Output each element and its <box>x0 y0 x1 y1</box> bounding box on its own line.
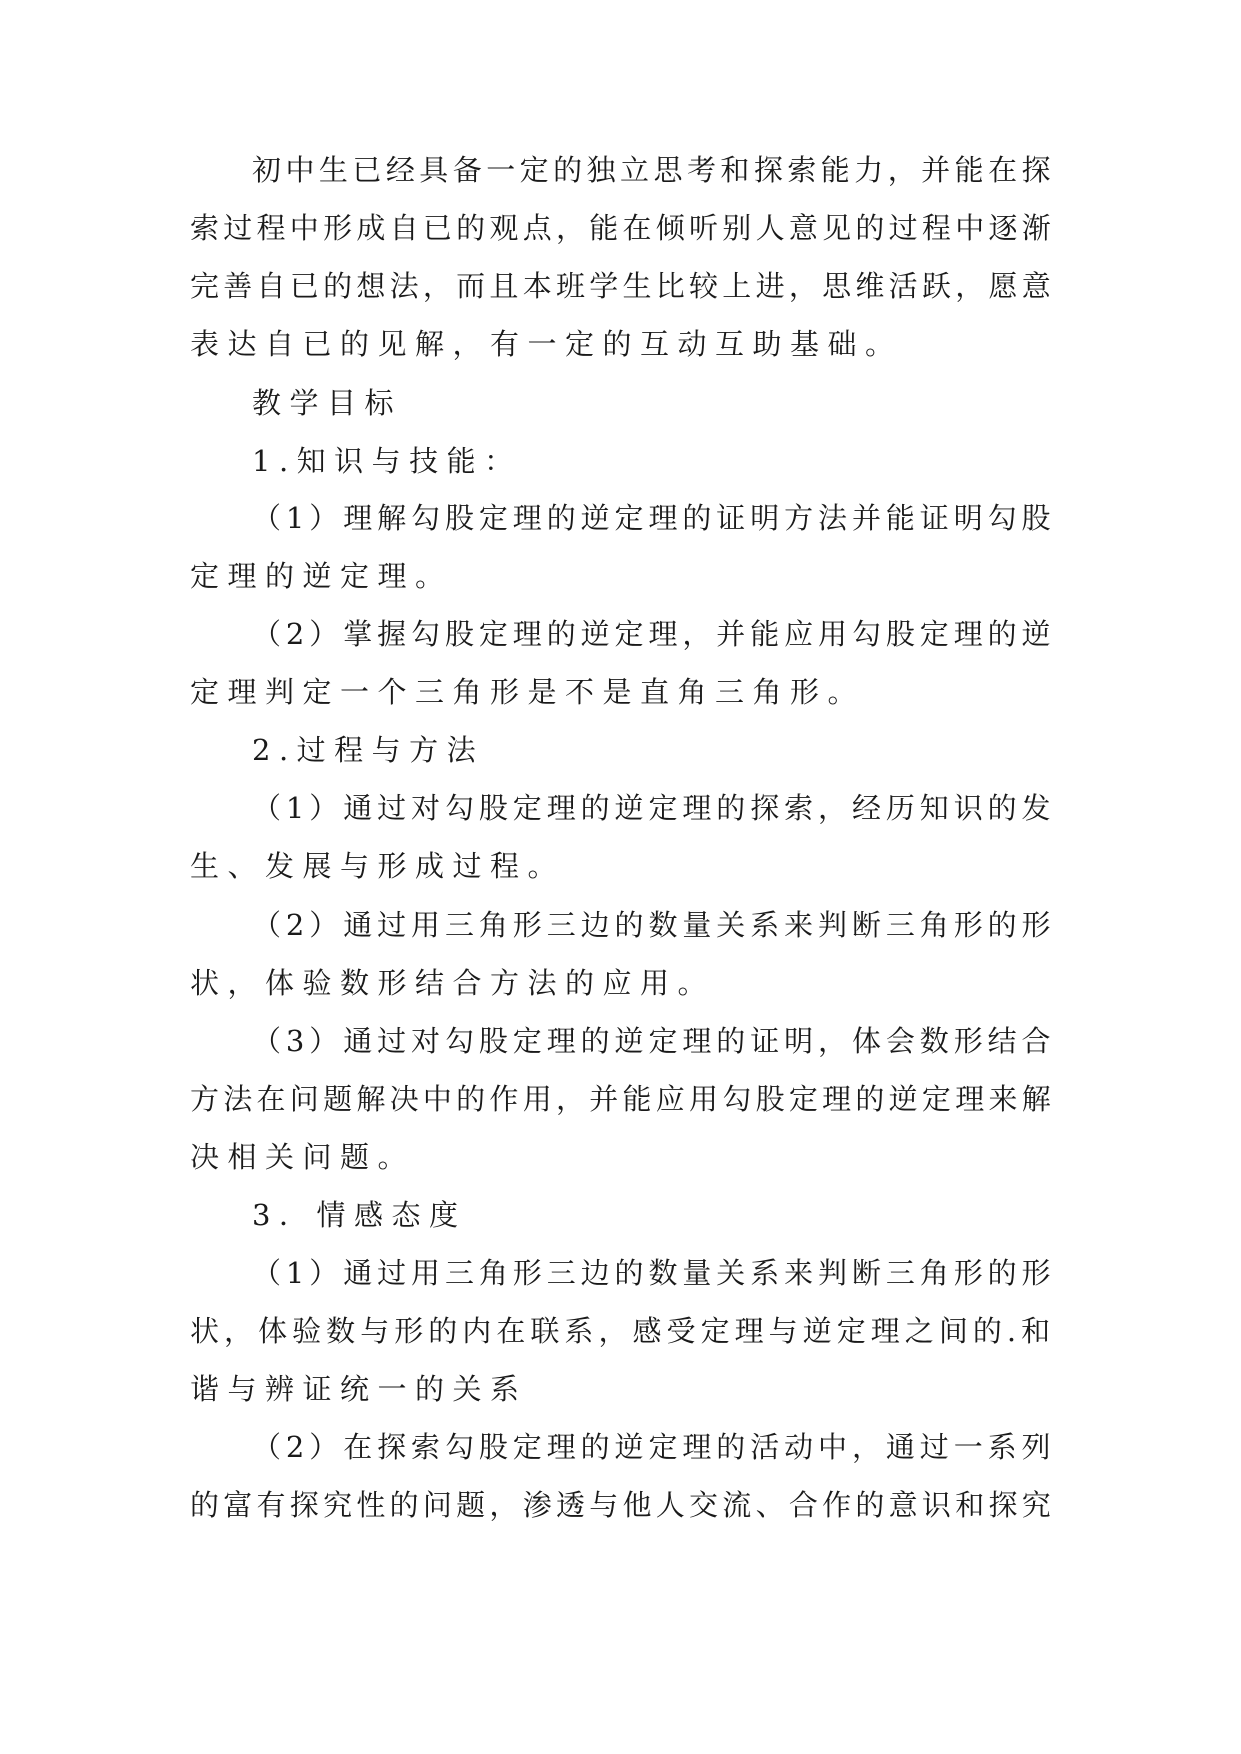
paragraph-line: （2）通过用三角形三边的数量关系来判断三角形的形 <box>252 908 1056 942</box>
paragraph-line: （2）在探索勾股定理的逆定理的活动中，通过一系列 <box>252 1430 1056 1464</box>
paragraph-line: （3）通过对勾股定理的逆定理的证明，体会数形结合 <box>252 1024 1056 1058</box>
paragraph-line: 表达自已的见解，有一定的互动互助基础。 <box>190 327 903 361</box>
paragraph-line: 定理的逆定理。 <box>190 559 453 593</box>
paragraph-line: 状，体验数形结合方法的应用。 <box>190 966 716 1000</box>
paragraph-line: （1）通过用三角形三边的数量关系来判断三角形的形 <box>252 1256 1056 1290</box>
paragraph-line: 方法在问题解决中的作用，并能应用勾股定理的逆定理来解 <box>190 1082 1056 1116</box>
paragraph-line: 状，体验数与形的内在联系，感受定理与逆定理之间的.和 <box>190 1314 1056 1348</box>
paragraph-line: （2）掌握勾股定理的逆定理，并能应用勾股定理的逆 <box>252 617 1056 651</box>
paragraph-line: 完善自已的想法，而且本班学生比较上进，思维活跃，愿意 <box>190 269 1056 303</box>
paragraph-line: 定理判定一个三角形是不是直角三角形。 <box>190 675 866 709</box>
paragraph-line: 初中生已经具备一定的独立思考和探索能力，并能在探 <box>252 153 1056 187</box>
paragraph-line: （1）理解勾股定理的逆定理的证明方法并能证明勾股 <box>252 501 1056 535</box>
paragraph-line: （1）通过对勾股定理的逆定理的探索，经历知识的发 <box>252 791 1056 825</box>
paragraph-line: 的富有探究性的问题，渗透与他人交流、合作的意识和探究 <box>190 1488 1056 1522</box>
section-heading: 教学目标 <box>252 386 403 420</box>
subsection-heading: 1.知识与技能： <box>252 444 522 478</box>
paragraph-line: 谐与辨证统一的关系 <box>190 1372 528 1406</box>
subsection-heading: 2.过程与方法 <box>252 733 485 767</box>
paragraph-line: 索过程中形成自已的观点，能在倾听别人意见的过程中逐渐 <box>190 211 1056 245</box>
paragraph-line: 决相关问题。 <box>190 1140 416 1174</box>
subsection-heading: 3．情感态度 <box>252 1198 467 1232</box>
paragraph-line: 生、发展与形成过程。 <box>190 849 566 883</box>
